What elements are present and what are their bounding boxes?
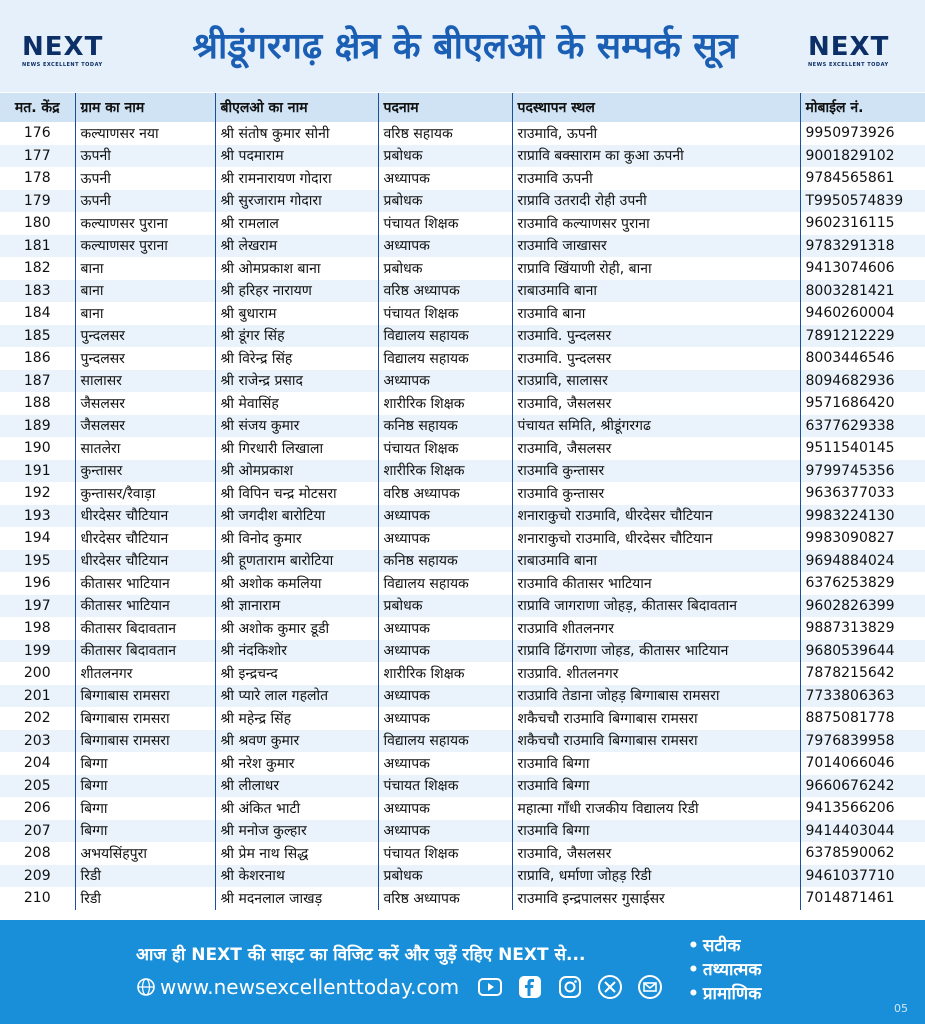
footer-cta: आज ही NEXT की साइट का विजिट करें और जुड़ें रहिए NEXT से... <box>136 945 586 965</box>
village-name-cell: जैसलसर <box>75 392 215 415</box>
booth-number-cell: 187 <box>0 370 75 393</box>
mobile-number-cell: 9983224130 <box>800 505 925 528</box>
booth-number-cell: 177 <box>0 145 75 168</box>
mobile-number-cell: 8875081778 <box>800 707 925 730</box>
header <box>0 0 925 92</box>
designation-cell: अध्यापक <box>378 527 512 550</box>
village-name-cell: बिग्गाबास रामसरा <box>75 730 215 753</box>
mobile-number-cell: 9511540145 <box>800 437 925 460</box>
blo-name-cell: श्री मेवासिंह <box>215 392 378 415</box>
table-row <box>0 145 925 168</box>
mobile-number-cell: 9636377033 <box>800 482 925 505</box>
posting-place-cell: राउमावि, ऊपनी <box>512 122 800 145</box>
posting-place-cell: शनाराकुचो राउमावि, धीरदेसर चौटियान <box>512 527 800 550</box>
column-header: बीएलओ का नाम <box>215 93 378 122</box>
blo-name-cell: श्री डूंगर सिंह <box>215 325 378 348</box>
mobile-number-cell: 9460260004 <box>800 302 925 325</box>
designation-cell: विद्यालय सहायक <box>378 347 512 370</box>
village-name-cell: ऊपनी <box>75 145 215 168</box>
village-name-cell: बिग्गा <box>75 752 215 775</box>
blo-name-cell: श्री मदनलाल जाखड़ <box>215 887 378 910</box>
booth-number-cell: 185 <box>0 325 75 348</box>
booth-number-cell: 201 <box>0 685 75 708</box>
blo-name-cell: श्री ज्ञानाराम <box>215 595 378 618</box>
village-name-cell: कुन्तासर/रैवाड़ा <box>75 482 215 505</box>
designation-cell: अध्यापक <box>378 370 512 393</box>
table-row <box>0 775 925 798</box>
blo-name-cell: श्री महेन्द्र सिंह <box>215 707 378 730</box>
booth-number-cell: 188 <box>0 392 75 415</box>
designation-cell: कनिष्ठ सहायक <box>378 415 512 438</box>
designation-cell: पंचायत शिक्षक <box>378 302 512 325</box>
blo-name-cell: श्री लीलाधर <box>215 775 378 798</box>
posting-place-cell: राबाउमावि बाना <box>512 550 800 573</box>
village-name-cell: कल्याणसर पुराना <box>75 212 215 235</box>
designation-cell: प्रबोधक <box>378 865 512 888</box>
designation-cell: प्रबोधक <box>378 190 512 213</box>
blo-name-cell: श्री विपिन चन्द्र मोटसरा <box>215 482 378 505</box>
table-row <box>0 865 925 888</box>
designation-cell: प्रबोधक <box>378 595 512 618</box>
table-row <box>0 415 925 438</box>
posting-place-cell: राबाउमावि बाना <box>512 280 800 303</box>
mobile-number-cell: 9950973926 <box>800 122 925 145</box>
table-row <box>0 122 925 145</box>
quality-item: • तथ्यात्मक <box>688 958 761 982</box>
posting-place-cell: शकैचचौ राउमावि बिग्गाबास रामसरा <box>512 707 800 730</box>
table-body <box>0 122 925 910</box>
mobile-number-cell: 9694884024 <box>800 550 925 573</box>
mobile-number-cell: 9660676242 <box>800 775 925 798</box>
posting-place-cell: राउमावि कीतासर भाटियान <box>512 572 800 595</box>
blo-name-cell: श्री अशोक कुमार डूडी <box>215 617 378 640</box>
booth-number-cell: 184 <box>0 302 75 325</box>
mobile-number-cell: 9784565861 <box>800 167 925 190</box>
mobile-number-cell: 9602316115 <box>800 212 925 235</box>
posting-place-cell: राप्रावि ढिंगराणा जोहड, कीतासर भाटियान <box>512 640 800 663</box>
booth-number-cell: 199 <box>0 640 75 663</box>
booth-number-cell: 178 <box>0 167 75 190</box>
designation-cell: अध्यापक <box>378 235 512 258</box>
instagram-icon[interactable] <box>557 974 583 1000</box>
logo-tagline: NEWS EXCELLENT TODAY <box>22 62 103 68</box>
table-row <box>0 392 925 415</box>
village-name-cell: कीतासर बिदावतान <box>75 617 215 640</box>
designation-cell: वरिष्ठ अध्यापक <box>378 280 512 303</box>
logo-wordmark: NEXT <box>808 32 890 62</box>
table-row <box>0 685 925 708</box>
blo-name-cell: श्री संजय कुमार <box>215 415 378 438</box>
mobile-number-cell: 9680539644 <box>800 640 925 663</box>
village-name-cell: बाना <box>75 257 215 280</box>
blo-name-cell: श्री विरेन्द्र सिंह <box>215 347 378 370</box>
table-row <box>0 505 925 528</box>
designation-cell: शारीरिक शिक्षक <box>378 392 512 415</box>
designation-cell: अध्यापक <box>378 752 512 775</box>
designation-cell: विद्यालय सहायक <box>378 730 512 753</box>
table-row <box>0 325 925 348</box>
globe-icon <box>136 977 156 997</box>
designation-cell: अध्यापक <box>378 640 512 663</box>
table-row <box>0 617 925 640</box>
x-twitter-icon[interactable] <box>597 974 623 1000</box>
blo-name-cell: श्री विनोद कुमार <box>215 527 378 550</box>
table-header-row <box>0 93 925 122</box>
mobile-number-cell: 6377629338 <box>800 415 925 438</box>
village-name-cell: ऊपनी <box>75 190 215 213</box>
blo-name-cell: श्री पदमाराम <box>215 145 378 168</box>
mobile-number-cell: 7014871461 <box>800 887 925 910</box>
booth-number-cell: 196 <box>0 572 75 595</box>
table-row <box>0 707 925 730</box>
mobile-number-cell: 7733806363 <box>800 685 925 708</box>
village-name-cell: पुन्दलसर <box>75 325 215 348</box>
table-row <box>0 662 925 685</box>
logo-tagline: NEWS EXCELLENT TODAY <box>808 62 889 68</box>
posting-place-cell: राउमावि कल्याणसर पुराना <box>512 212 800 235</box>
table-row <box>0 527 925 550</box>
posting-place-cell: राउमावि, जैसलसर <box>512 842 800 865</box>
posting-place-cell: राउमावि. पुन्दलसर <box>512 347 800 370</box>
mobile-number-cell: 9414403044 <box>800 820 925 843</box>
booth-number-cell: 195 <box>0 550 75 573</box>
table-row <box>0 370 925 393</box>
column-header: मोबाईल नं. <box>800 93 925 122</box>
blo-name-cell: श्री लेखराम <box>215 235 378 258</box>
village-name-cell: शीतलनगर <box>75 662 215 685</box>
column-header: ग्राम का नाम <box>75 93 215 122</box>
booth-number-cell: 209 <box>0 865 75 888</box>
table-row <box>0 235 925 258</box>
village-name-cell: रिडी <box>75 865 215 888</box>
booth-number-cell: 186 <box>0 347 75 370</box>
mobile-number-cell: 8003446546 <box>800 347 925 370</box>
blo-name-cell: श्री रामलाल <box>215 212 378 235</box>
designation-cell: अध्यापक <box>378 685 512 708</box>
facebook-icon[interactable] <box>517 974 543 1000</box>
mobile-number-cell: T9950574839 <box>800 190 925 213</box>
booth-number-cell: 202 <box>0 707 75 730</box>
posting-place-cell: राउमावि, जैसलसर <box>512 437 800 460</box>
posting-place-cell: राउमावि बिग्गा <box>512 775 800 798</box>
designation-cell: वरिष्ठ अध्यापक <box>378 482 512 505</box>
blo-name-cell: श्री अशोक कमलिया <box>215 572 378 595</box>
designation-cell: अध्यापक <box>378 797 512 820</box>
mobile-number-cell: 9413074606 <box>800 257 925 280</box>
booth-number-cell: 189 <box>0 415 75 438</box>
designation-cell: पंचायत शिक्षक <box>378 775 512 798</box>
designation-cell: पंचायत शिक्षक <box>378 842 512 865</box>
blo-name-cell: श्री बुधाराम <box>215 302 378 325</box>
mobile-number-cell: 9783291318 <box>800 235 925 258</box>
booth-number-cell: 190 <box>0 437 75 460</box>
mobile-number-cell: 9799745356 <box>800 460 925 483</box>
booth-number-cell: 197 <box>0 595 75 618</box>
table-row <box>0 752 925 775</box>
blo-name-cell: श्री संतोष कुमार सोनी <box>215 122 378 145</box>
village-name-cell: कीतासर भाटियान <box>75 595 215 618</box>
column-header: पदनाम <box>378 93 512 122</box>
designation-cell: प्रबोधक <box>378 257 512 280</box>
table-row <box>0 550 925 573</box>
booth-number-cell: 179 <box>0 190 75 213</box>
mobile-number-cell: 9887313829 <box>800 617 925 640</box>
table-row <box>0 257 925 280</box>
booth-number-cell: 176 <box>0 122 75 145</box>
posting-place-cell: राउप्रावि, सालासर <box>512 370 800 393</box>
booth-number-cell: 207 <box>0 820 75 843</box>
mobile-number-cell: 6378590062 <box>800 842 925 865</box>
booth-number-cell: 192 <box>0 482 75 505</box>
logo-wordmark: NEXT <box>22 32 104 62</box>
blo-name-cell: श्री प्यारे लाल गहलोत <box>215 685 378 708</box>
posting-place-cell: शकैचचौ राउमावि बिग्गाबास रामसरा <box>512 730 800 753</box>
table-row <box>0 280 925 303</box>
blo-name-cell: श्री हूणताराम बारोटिया <box>215 550 378 573</box>
posting-place-cell: राउप्रावि तेडाना जोहड़ बिग्गाबास रामसरा <box>512 685 800 708</box>
village-name-cell: पुन्दलसर <box>75 347 215 370</box>
posting-place-cell: राउमावि बिग्गा <box>512 752 800 775</box>
village-name-cell: रिडी <box>75 887 215 910</box>
designation-cell: अध्यापक <box>378 505 512 528</box>
mobile-number-cell: 8003281421 <box>800 280 925 303</box>
booth-number-cell: 210 <box>0 887 75 910</box>
quality-list <box>688 934 761 1006</box>
page-title: श्रीडूंगरगढ़ क्षेत्र के बीएलओ के सम्पर्क सूत्र <box>192 26 738 67</box>
table-row <box>0 167 925 190</box>
village-name-cell: कल्याणसर पुराना <box>75 235 215 258</box>
village-name-cell: बिग्गाबास रामसरा <box>75 685 215 708</box>
table-row <box>0 347 925 370</box>
column-header: पदस्थापन स्थल <box>512 93 800 122</box>
email-icon[interactable] <box>637 974 663 1000</box>
posting-place-cell: राउमावि, जैसलसर <box>512 392 800 415</box>
table-row <box>0 887 925 910</box>
blo-name-cell: श्री सुरजाराम गोदारा <box>215 190 378 213</box>
booth-number-cell: 193 <box>0 505 75 528</box>
designation-cell: विद्यालय सहायक <box>378 325 512 348</box>
village-name-cell: बिग्गाबास रामसरा <box>75 707 215 730</box>
designation-cell: अध्यापक <box>378 167 512 190</box>
mobile-number-cell: 9461037710 <box>800 865 925 888</box>
village-name-cell: सालासर <box>75 370 215 393</box>
table-row <box>0 797 925 820</box>
designation-cell: वरिष्ठ सहायक <box>378 122 512 145</box>
mobile-number-cell: 9571686420 <box>800 392 925 415</box>
blo-name-cell: श्री ओमप्रकाश <box>215 460 378 483</box>
village-name-cell: कुन्तासर <box>75 460 215 483</box>
designation-cell: अध्यापक <box>378 617 512 640</box>
quality-item: • सटीक <box>688 934 761 958</box>
village-name-cell: बाना <box>75 302 215 325</box>
posting-place-cell: राउमावि इन्द्रपालसर गुसाईसर <box>512 887 800 910</box>
designation-cell: शारीरिक शिक्षक <box>378 662 512 685</box>
posting-place-cell: राउमावि जाखासर <box>512 235 800 258</box>
booth-number-cell: 204 <box>0 752 75 775</box>
table-row <box>0 460 925 483</box>
quality-item: • प्रामाणिक <box>688 982 761 1006</box>
designation-cell: वरिष्ठ अध्यापक <box>378 887 512 910</box>
mobile-number-cell: 9602826399 <box>800 595 925 618</box>
village-name-cell: कीतासर भाटियान <box>75 572 215 595</box>
youtube-icon[interactable] <box>477 974 503 1000</box>
blo-name-cell: श्री राजेन्द्र प्रसाद <box>215 370 378 393</box>
posting-place-cell: पंचायत समिति, श्रीडूंगरगढ <box>512 415 800 438</box>
footer-links <box>136 974 677 1000</box>
posting-place-cell: राउमावि कुन्तासर <box>512 482 800 505</box>
next-logo-left <box>22 34 103 74</box>
posting-place-cell: शनाराकुचो राउमावि, धीरदेसर चौटियान <box>512 505 800 528</box>
column-header: मत. केंद्र <box>0 93 75 122</box>
village-name-cell: अभयसिंहपुरा <box>75 842 215 865</box>
booth-number-cell: 208 <box>0 842 75 865</box>
posting-place-cell: राउमावि. पुन्दलसर <box>512 325 800 348</box>
posting-place-cell: राप्रावि उतरादी रोही उपनी <box>512 190 800 213</box>
table-row <box>0 437 925 460</box>
mobile-number-cell: 9001829102 <box>800 145 925 168</box>
mobile-number-cell: 7878215642 <box>800 662 925 685</box>
village-name-cell: बिग्गा <box>75 797 215 820</box>
mobile-number-cell: 7976839958 <box>800 730 925 753</box>
table-row <box>0 640 925 663</box>
blo-name-cell: श्री जगदीश बारोटिया <box>215 505 378 528</box>
booth-number-cell: 205 <box>0 775 75 798</box>
posting-place-cell: राप्रावि, धर्माणा जोहड़ रिडी <box>512 865 800 888</box>
next-logo-right <box>808 34 889 74</box>
mobile-number-cell: 7014066046 <box>800 752 925 775</box>
mobile-number-cell: 8094682936 <box>800 370 925 393</box>
booth-number-cell: 194 <box>0 527 75 550</box>
designation-cell: कनिष्ठ सहायक <box>378 550 512 573</box>
blo-name-cell: श्री अंकित भाटी <box>215 797 378 820</box>
posting-place-cell: राउमावि ऊपनी <box>512 167 800 190</box>
table-row <box>0 190 925 213</box>
blo-name-cell: श्री प्रेम नाथ सिद्ध <box>215 842 378 865</box>
posting-place-cell: राप्रावि जागराणा जोहड़, कीतासर बिदावतान <box>512 595 800 618</box>
blo-name-cell: श्री मनोज कुल्हार <box>215 820 378 843</box>
blo-name-cell: श्री गिरधारी लिखाला <box>215 437 378 460</box>
village-name-cell: बिग्गा <box>75 820 215 843</box>
designation-cell: प्रबोधक <box>378 145 512 168</box>
table-row <box>0 572 925 595</box>
village-name-cell: धीरदेसर चौटियान <box>75 527 215 550</box>
village-name-cell: बाना <box>75 280 215 303</box>
blo-name-cell: श्री ओमप्रकाश बाना <box>215 257 378 280</box>
posting-place-cell: महात्मा गाँधी राजकीय विद्यालय रिडी <box>512 797 800 820</box>
mobile-number-cell: 9413566206 <box>800 797 925 820</box>
posting-place-cell: राप्रावि बक्साराम का कुआ ऊपनी <box>512 145 800 168</box>
table-row <box>0 302 925 325</box>
designation-cell: अध्यापक <box>378 820 512 843</box>
village-name-cell: धीरदेसर चौटियान <box>75 505 215 528</box>
village-name-cell: धीरदेसर चौटियान <box>75 550 215 573</box>
table-row <box>0 820 925 843</box>
booth-number-cell: 206 <box>0 797 75 820</box>
village-name-cell: सातलेरा <box>75 437 215 460</box>
table-row <box>0 730 925 753</box>
blo-name-cell: श्री इन्द्रचन्द <box>215 662 378 685</box>
posting-place-cell: राउमावि बिग्गा <box>512 820 800 843</box>
designation-cell: पंचायत शिक्षक <box>378 437 512 460</box>
blo-name-cell: श्री नंदकिशोर <box>215 640 378 663</box>
blo-name-cell: श्री नरेश कुमार <box>215 752 378 775</box>
booth-number-cell: 183 <box>0 280 75 303</box>
designation-cell: पंचायत शिक्षक <box>378 212 512 235</box>
village-name-cell: कल्याणसर नया <box>75 122 215 145</box>
booth-number-cell: 182 <box>0 257 75 280</box>
mobile-number-cell: 7891212229 <box>800 325 925 348</box>
posting-place-cell: राउप्रावि. शीतलनगर <box>512 662 800 685</box>
village-name-cell: जैसलसर <box>75 415 215 438</box>
website-link[interactable]: www.newsexcellenttoday.com <box>160 975 460 999</box>
table-row <box>0 842 925 865</box>
blo-name-cell: श्री हरिहर नारायण <box>215 280 378 303</box>
booth-number-cell: 198 <box>0 617 75 640</box>
designation-cell: शारीरिक शिक्षक <box>378 460 512 483</box>
blo-contact-table <box>0 93 925 910</box>
designation-cell: विद्यालय सहायक <box>378 572 512 595</box>
booth-number-cell: 200 <box>0 662 75 685</box>
mobile-number-cell: 6376253829 <box>800 572 925 595</box>
village-name-cell: बिग्गा <box>75 775 215 798</box>
booth-number-cell: 203 <box>0 730 75 753</box>
village-name-cell: ऊपनी <box>75 167 215 190</box>
blo-name-cell: श्री रामनारायण गोदारा <box>215 167 378 190</box>
village-name-cell: कीतासर बिदावतान <box>75 640 215 663</box>
blo-name-cell: श्री श्रवण कुमार <box>215 730 378 753</box>
posting-place-cell: राउप्रावि शीतलनगर <box>512 617 800 640</box>
booth-number-cell: 191 <box>0 460 75 483</box>
posting-place-cell: राप्रावि खिंयाणी रोही, बाना <box>512 257 800 280</box>
booth-number-cell: 180 <box>0 212 75 235</box>
designation-cell: अध्यापक <box>378 707 512 730</box>
table-row <box>0 482 925 505</box>
page-number: 05 <box>894 1002 908 1015</box>
mobile-number-cell: 9983090827 <box>800 527 925 550</box>
blo-name-cell: श्री केशरनाथ <box>215 865 378 888</box>
table-row <box>0 595 925 618</box>
booth-number-cell: 181 <box>0 235 75 258</box>
table-row <box>0 212 925 235</box>
posting-place-cell: राउमावि बाना <box>512 302 800 325</box>
footer <box>0 920 925 1024</box>
posting-place-cell: राउमावि कुन्तासर <box>512 460 800 483</box>
